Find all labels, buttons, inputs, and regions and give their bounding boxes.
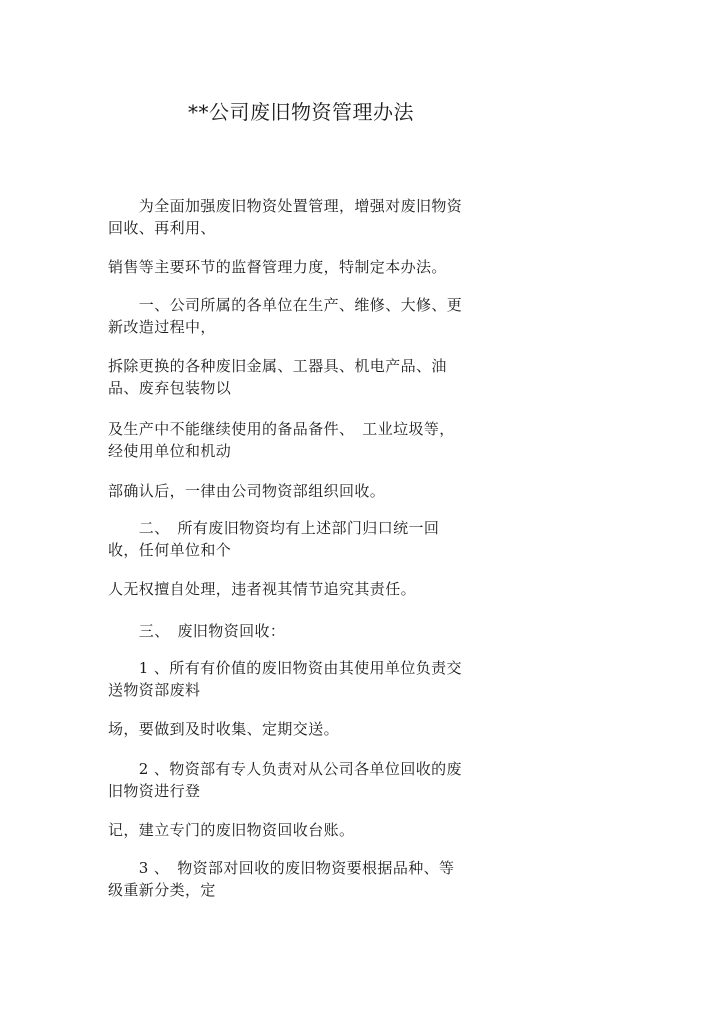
paragraph-line: 经使用单位和机动 — [108, 442, 232, 460]
paragraph-item-2-cont — [108, 819, 498, 841]
paragraph-line: 人无权擅自处理，违者视其情节追究其责任。 — [108, 580, 417, 598]
paragraph-line: 回收、再利用、 — [108, 219, 216, 237]
paragraph-line: 3 、 物资部对回收的废旧物资要根据品种、等 — [108, 859, 455, 877]
paragraph-line: 2 、物资部有专人负责对从公司各单位回收的废 — [108, 760, 462, 778]
paragraph-intro — [108, 195, 498, 239]
paragraph-section-1-cont2 — [108, 418, 498, 462]
document-title: **公司废旧物资管理办法 — [188, 100, 414, 124]
paragraph-line: 及生产中不能继续使用的备品备件、 工业垃圾等， — [108, 420, 455, 438]
paragraph-section-1 — [108, 294, 498, 338]
paragraph-section-1-cont — [108, 355, 498, 399]
paragraph-section-1-cont3 — [108, 480, 498, 502]
paragraph-line: 新改造过程中， — [108, 318, 216, 336]
paragraph-item-1-cont — [108, 718, 498, 740]
paragraph-line: 为全面加强废旧物资处置管理，增强对废旧物资 — [108, 197, 463, 215]
paragraph-line: 三、 废旧物资回收： — [108, 622, 286, 640]
paragraph-line: 场，要做到及时收集、定期交送。 — [108, 720, 340, 738]
paragraph-line: 二、 所有废旧物资均有上述部门归口统一回 — [108, 519, 440, 537]
paragraph-line: 记，建立专门的废旧物资回收台账。 — [108, 821, 355, 839]
paragraph-item-3 — [108, 857, 498, 901]
paragraph-line: 一、公司所属的各单位在生产、维修、大修、更 — [108, 296, 463, 314]
paragraph-intro-cont — [108, 256, 498, 278]
paragraph-item-1 — [108, 657, 498, 701]
paragraph-line: 级重新分类，定 — [108, 881, 216, 899]
paragraph-line: 收，任何单位和个 — [108, 541, 232, 559]
paragraph-line: 销售等主要环节的监督管理力度，特制定本办法。 — [108, 258, 447, 276]
paragraph-section-2 — [108, 517, 498, 561]
paragraph-line: 拆除更换的各种废旧金属、工器具、机电产品、油 — [108, 357, 447, 375]
paragraph-line: 旧物资进行登 — [108, 782, 201, 800]
paragraph-line: 1 、所有有价值的废旧物资由其使用单位负责交 — [108, 659, 462, 677]
paragraph-line: 部确认后，一律由公司物资部组织回收。 — [108, 482, 386, 500]
paragraph-section-2-cont — [108, 578, 498, 600]
paragraph-line: 品、废弃包装物以 — [108, 379, 232, 397]
paragraph-section-3 — [108, 620, 498, 642]
paragraph-item-2 — [108, 758, 498, 802]
paragraph-line: 送物资部废料 — [108, 681, 201, 699]
